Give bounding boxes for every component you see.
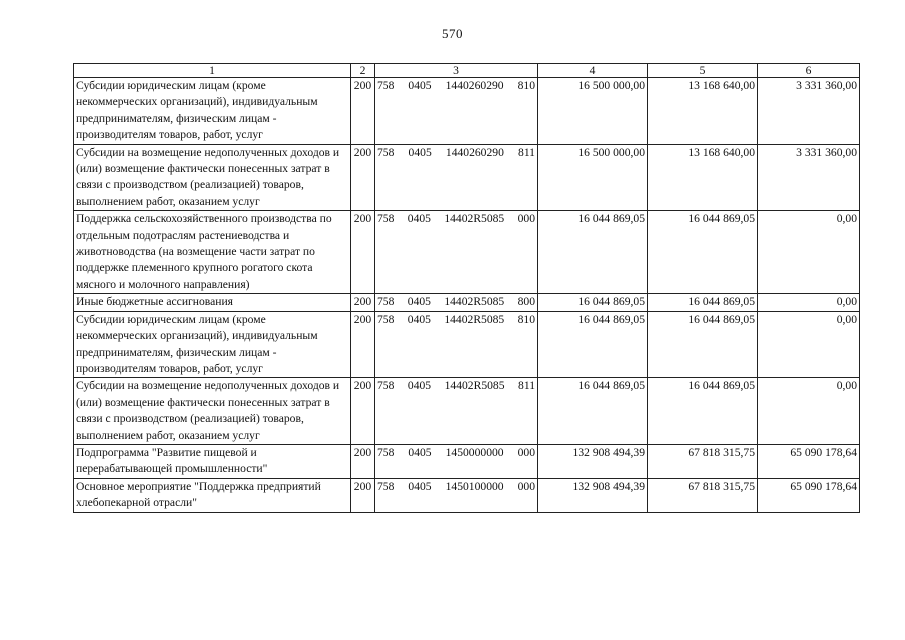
row-col5-cell: 16 044 869,05 [648, 311, 758, 378]
code-part-4: 811 [518, 379, 535, 393]
table-row [74, 311, 860, 378]
row-col4-cell: 16 500 000,00 [538, 144, 648, 211]
code-part-4: 000 [517, 479, 535, 493]
row-col4-cell: 16 044 869,05 [538, 378, 648, 445]
row-name-cell: Субсидии на возмещение недополученных доходов и (или) возмещение фактически понесенных затрат в связи с производством (реализацией) товаров, выполнением работ, оказанием услуг [74, 378, 351, 445]
row-col5-cell: 16 044 869,05 [648, 294, 758, 311]
table-row [74, 78, 860, 145]
row-col4-cell: 132 908 494,39 [538, 478, 648, 512]
row-code-cell [375, 478, 538, 512]
code-part-3: 1450000000 [445, 445, 504, 459]
code-part-1: 758 [377, 212, 395, 226]
code-part-3: 1450100000 [445, 479, 504, 493]
code-part-2: 0405 [407, 212, 431, 226]
code-part-1: 758 [377, 379, 395, 393]
code-part-2: 0405 [407, 312, 431, 326]
row-col6-cell: 0,00 [758, 211, 860, 294]
row-col2-cell: 200 [351, 311, 375, 378]
code-part-3: 1440260290 [445, 145, 504, 159]
code-part-2: 0405 [408, 445, 432, 459]
code-part-3: 1440260290 [445, 79, 504, 92]
table-header-row [74, 64, 860, 78]
row-col4-cell: 16 044 869,05 [538, 311, 648, 378]
row-code-cell [375, 294, 538, 311]
row-name-cell: Иные бюджетные ассигнования [74, 294, 351, 311]
row-col5-cell: 16 044 869,05 [648, 378, 758, 445]
code-part-4: 800 [517, 295, 535, 309]
row-col2-cell: 200 [351, 144, 375, 211]
row-col2-cell: 200 [351, 378, 375, 445]
table-row [74, 211, 860, 294]
code-part-3: 14402R5085 [444, 379, 505, 393]
header-col-5: 5 [648, 64, 758, 78]
page-number: 570 [442, 26, 463, 41]
code-part-1: 758 [377, 445, 395, 459]
row-code-cell [375, 378, 538, 445]
code-part-1: 758 [377, 312, 395, 326]
row-col5-cell: 13 168 640,00 [648, 78, 758, 145]
row-col4-cell: 16 044 869,05 [538, 294, 648, 311]
row-col2-cell: 200 [351, 294, 375, 311]
code-part-2: 0405 [407, 379, 432, 393]
row-code-cell [375, 78, 538, 145]
row-col6-cell: 0,00 [758, 294, 860, 311]
row-name-cell: Субсидии юридическим лицам (кроме некоммерческих организаций), индивидуальным предпринимателям, физическим лицам - производителям товаров, работ, услуг [74, 311, 351, 378]
table-row [74, 294, 860, 311]
code-part-3: 14402R5085 [444, 312, 505, 326]
header-col-3: 3 [375, 64, 538, 78]
table-row [74, 444, 860, 478]
table-row [74, 478, 860, 512]
row-col6-cell: 3 331 360,00 [758, 78, 860, 145]
row-code-cell [375, 211, 538, 294]
table-body [74, 64, 860, 513]
row-col5-cell: 67 818 315,75 [648, 478, 758, 512]
budget-table [73, 63, 860, 513]
row-name-cell: Поддержка сельскохозяйственного производства по отдельным подотраслям растениеводства и животноводства (на возмещение части затрат по поддержке племенного крупного рогатого скота мясного и молочного направления) [74, 211, 351, 294]
code-part-2: 0405 [408, 145, 432, 159]
row-col6-cell: 3 331 360,00 [758, 144, 860, 211]
code-part-3: 14402R5085 [444, 295, 505, 309]
code-part-4: 000 [517, 212, 535, 226]
row-name-cell: Субсидии на возмещение недополученных доходов и (или) возмещение фактически понесенных затрат в связи с производством (реализацией) товаров, выполнением работ, оказанием услуг [74, 144, 351, 211]
header-col-6: 6 [758, 64, 860, 78]
code-part-2: 0405 [407, 295, 431, 309]
code-part-2: 0405 [408, 79, 432, 92]
table-row [74, 144, 860, 211]
row-col6-cell: 0,00 [758, 311, 860, 378]
row-code-cell [375, 444, 538, 478]
row-col6-cell: 65 090 178,64 [758, 478, 860, 512]
row-name-cell: Подпрограмма "Развитие пищевой и перерабатывающей промышленности" [74, 444, 351, 478]
table-row [74, 378, 860, 445]
row-col2-cell: 200 [351, 211, 375, 294]
row-name-cell: Основное мероприятие "Поддержка предприятий хлебопекарной отрасли" [74, 478, 351, 512]
row-col2-cell: 200 [351, 78, 375, 145]
code-part-4: 000 [517, 445, 535, 459]
row-col5-cell: 67 818 315,75 [648, 444, 758, 478]
row-col4-cell: 132 908 494,39 [538, 444, 648, 478]
row-name-cell: Субсидии юридическим лицам (кроме некоммерческих организаций), индивидуальным предпринимателям, физическим лицам - производителям товаров, работ, услуг [74, 78, 351, 145]
row-col4-cell: 16 044 869,05 [538, 211, 648, 294]
row-col5-cell: 16 044 869,05 [648, 211, 758, 294]
row-col2-cell: 200 [351, 444, 375, 478]
row-col4-cell: 16 500 000,00 [538, 78, 648, 145]
row-code-cell [375, 144, 538, 211]
code-part-4: 810 [517, 79, 535, 92]
code-part-3: 14402R5085 [444, 212, 505, 226]
row-col2-cell: 200 [351, 478, 375, 512]
code-part-1: 758 [377, 145, 395, 159]
code-part-1: 758 [377, 295, 395, 309]
code-part-4: 811 [518, 145, 535, 159]
code-part-1: 758 [377, 479, 395, 493]
header-col-4: 4 [538, 64, 648, 78]
header-col-1: 1 [74, 64, 351, 78]
header-col-2: 2 [351, 64, 375, 78]
row-col5-cell: 13 168 640,00 [648, 144, 758, 211]
code-part-2: 0405 [408, 479, 432, 493]
row-col6-cell: 0,00 [758, 378, 860, 445]
row-col6-cell: 65 090 178,64 [758, 444, 860, 478]
row-code-cell [375, 311, 538, 378]
code-part-1: 758 [377, 79, 395, 92]
code-part-4: 810 [517, 312, 535, 326]
